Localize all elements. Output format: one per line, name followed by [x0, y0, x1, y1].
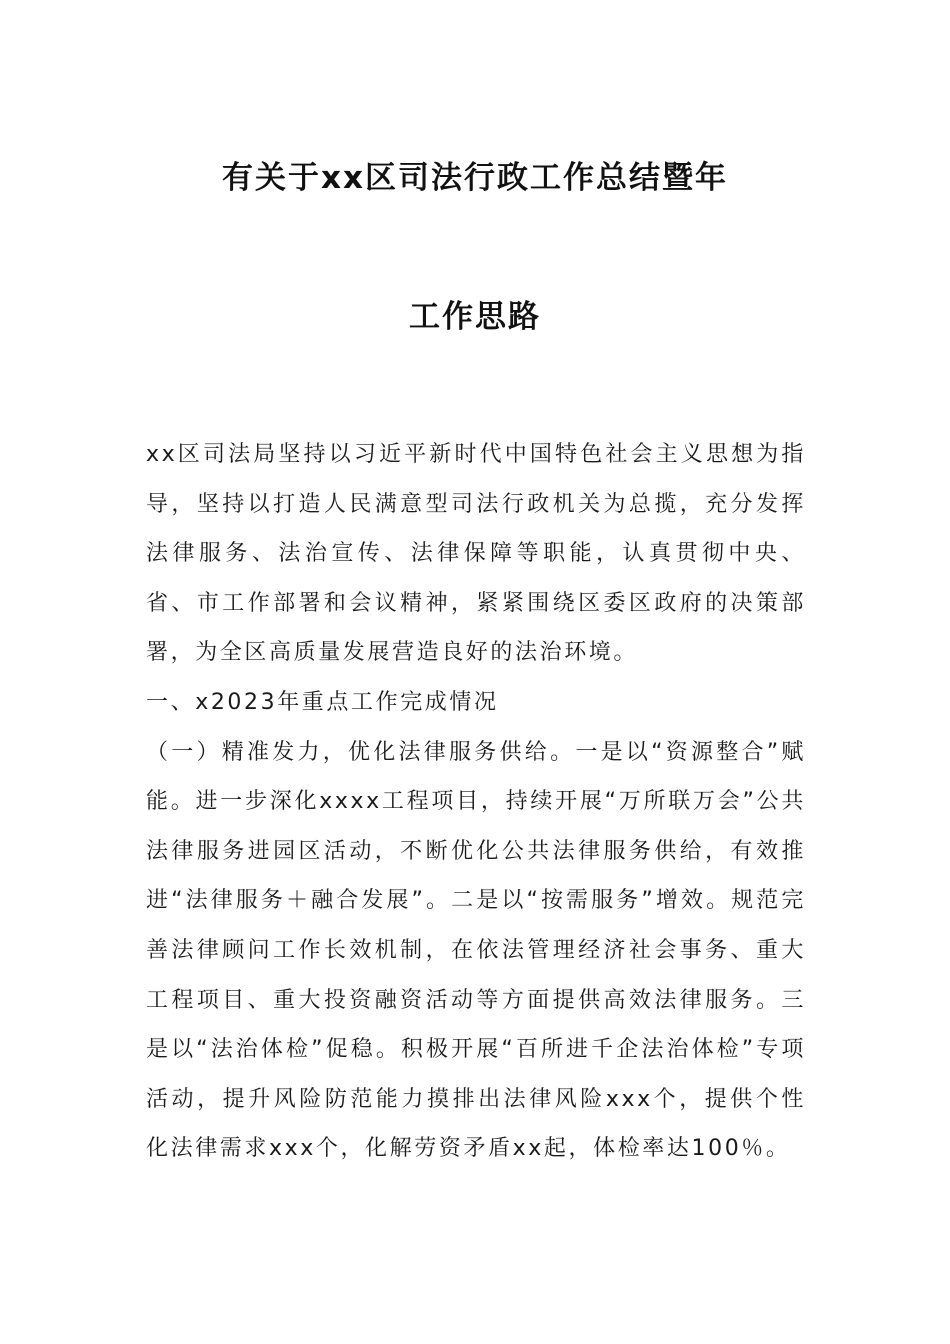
- document-body: [146, 430, 806, 1174]
- intro-paragraph: xx区司法局坚持以习近平新时代中国特色社会主义思想为指导，坚持以打造人民满意型司法行政机关为总揽，充分发挥法律服务、法治宣传、法律保障等职能，认真贯彻中央、省、市工作部署和会议精神，紧紧围绕区委区政府的决策部署，为全区高质量发展营造良好的法治环境。: [146, 442, 806, 666]
- section-paragraph: （一）精准发力，优化法律服务供给。一是以“资源整合”赋能。进一步深化xxxx工程项目，持续开展“万所联万会”公共法律服务进园区活动，不断优化公共法律服务供给，有效推进“法律服务＋融合发展”。二是以“按需服务”增效。规范完善法律顾问工作长效机制，在依法管理经济社会事务、重大工程项目、重大投资融资活动等方面提供高效法律服务。三是以“法治体检”促稳。积极开展“百所进千企法治体检”专项活动，提升风险防范能力摸排出法律风险xxx个，提供个性化法律需求xxx个，化解劳资矛盾xx起，体检率达100％。: [146, 739, 806, 1162]
- section-heading: 一、x2023年重点工作完成情况: [146, 689, 499, 715]
- document-title-line-2: 工作思路: [409, 299, 541, 335]
- document-title-line-1: 有关于xx区司法行政工作总结暨年: [222, 160, 728, 196]
